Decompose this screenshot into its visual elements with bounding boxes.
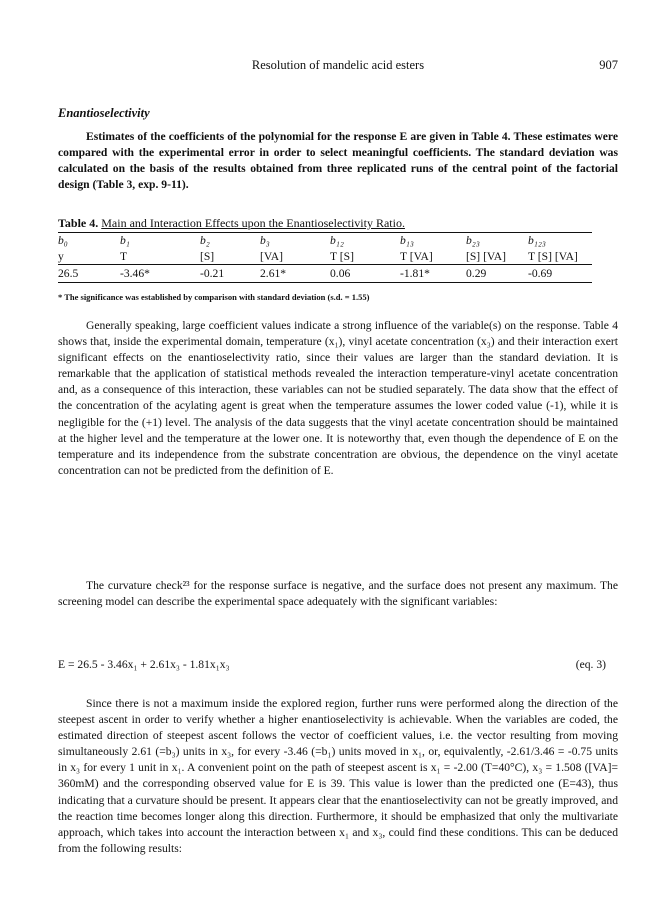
coefficient-cell: b₁ <box>120 233 130 247</box>
value-cell: -3.46* <box>120 265 200 282</box>
factor-cell: [S] [VA] <box>466 249 507 263</box>
coefficient-cell: b₂₃ <box>466 233 480 247</box>
coefficient-cell: b₁₂₃ <box>528 233 546 247</box>
table-bottom-rule <box>58 282 592 283</box>
equation-text: E = 26.5 - 3.46x₁ + 2.61x₃ - 1.81x₁x₃ <box>58 658 230 671</box>
factor-cell: T [S] <box>330 249 354 263</box>
paragraph-coefficient-estimates: Estimates of the coefficients of the polynomial for the response E are given in Table 4. These estimates were compared with the experimental error in order to select meaningful coefficients. The standard deviation was calculated on the basis of the results obtained from three replicated runs of the central point of the factorial design (Table 3, exp. 9-11). <box>58 130 618 192</box>
equation-number: (eq. 3) <box>575 658 606 671</box>
value-cell: 0.29 <box>466 265 528 282</box>
factor-cell: [VA] <box>260 249 283 263</box>
factor-cell: [S] <box>200 249 215 263</box>
value-cell: -0.21 <box>200 265 260 282</box>
table-footnote: * The significance was established by comparison with standard deviation (s.d. = 1.55) <box>58 292 370 302</box>
value-cell: 0.06 <box>330 265 400 282</box>
factor-cell: y <box>58 249 64 263</box>
value-cell: 26.5 <box>58 265 120 282</box>
factor-cell: T [S] [VA] <box>528 249 578 263</box>
coefficient-cell: b₀ <box>58 233 68 247</box>
coefficient-row <box>58 232 592 248</box>
coefficient-cell: b₁₂ <box>330 233 344 247</box>
value-cell: -1.81* <box>400 265 466 282</box>
coefficient-cell: b₂ <box>200 233 210 247</box>
section-heading: Enantioselectivity <box>58 106 150 120</box>
factor-cell: T <box>120 249 128 263</box>
table-caption-text: Main and Interaction Effects upon the Enantioselectivity Ratio. <box>101 216 405 230</box>
coefficient-cell: b₃ <box>260 233 270 247</box>
running-title: Resolution of mandelic acid esters <box>251 58 425 72</box>
table-caption <box>58 216 405 231</box>
effects-table <box>58 232 592 281</box>
value-cell: 2.61* <box>260 265 330 282</box>
paragraph-steepest-ascent: Since there is not a maximum inside the explored region, further runs were performed along the direction of the steepest ascent in order to verify whether a higher enantioselectivity is achievable. When the variables are coded, the estimated direction of steepest ascent follows the vector of coefficient values, i.e. the vector resulting from moving simultaneously 2.61 (=b₃) units in x₃, for every -3.46 (=b₁) units moved in x₁, or, equivalently, -2.61/3.46 = -0.75 units in x₃ for every 1 unit in x₁. A convenient point on the path of steepest ascent is x₁ = -2.00 (T=40°C), x₃ = 1.508 ([VA]= 360mM) and the corresponding observed value for E is 39. This value is lower than the predicted one (E=43), thus indicating that a curvature should be present. It appears clear that the enantioselectivity can not be greatly improved, and the reaction time becomes longer along this direction. Furthermore, it should be emphasized that only the multivariate approach, which takes into account the interaction between x₁ and x₃, could find these conditions. This can be deduced from the following results: <box>58 697 618 855</box>
equation-3 <box>58 658 618 671</box>
value-row <box>58 265 592 282</box>
page-number: 907 <box>599 58 618 72</box>
factor-row <box>58 248 592 265</box>
value-cell: -0.69 <box>528 265 592 282</box>
paragraph-curvature: The curvature check²³ for the response surface is negative, and the surface does not present any maximum. The screening model can describe the experimental space adequately with the significant variables: <box>58 579 618 609</box>
factor-cell: T [VA] <box>400 249 433 263</box>
paragraph-discussion: Generally speaking, large coefficient values indicate a strong influence of the variable(s) on the response. Table 4 shows that, inside the experimental domain, temperature (x₁), vinyl acetate concentration (x₃) and their interaction exert significant effects on the enantioselectivity ratio, since their values are larger than the standard deviation. It is remarkable that the application of statistical methods revealed the interaction temperature-vinyl acetate concentration and, as a consequence of this interaction, these variables can not be studied separately. The data show that the effect of the concentration of the acylating agent is great when the temperature assumes the lower coded value (-1), while it is negligible for the (+1) level. The analysis of the data suggests that the vinyl acetate concentration should be maintained at the higher level and the temperature at the lower one. It is noteworthy that, even though the dependence of E on the temperature and its independence from the substrate concentration are obvious, the dependence on the vinyl acetate concentration can not be predicted from the definition of E. <box>58 319 618 477</box>
table-label: Table 4. <box>58 216 99 230</box>
coefficient-cell: b₁₃ <box>400 233 414 247</box>
